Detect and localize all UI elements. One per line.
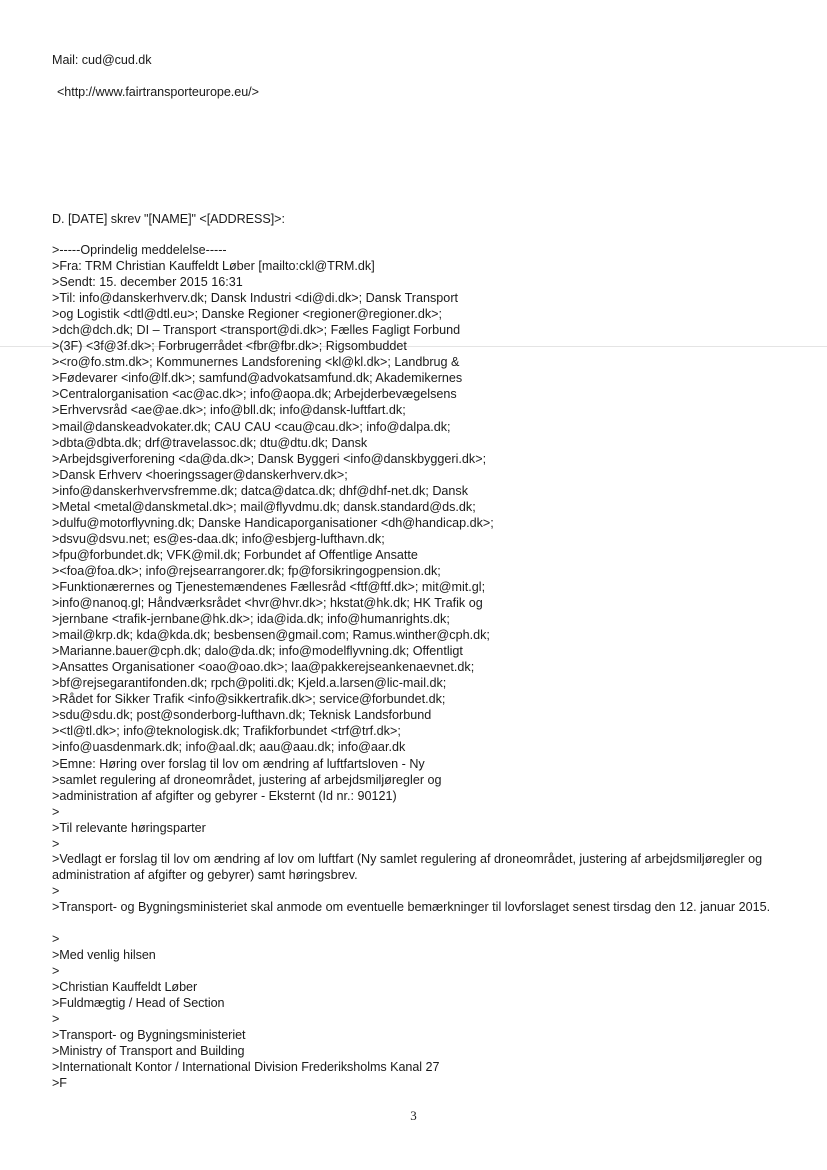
signature-ministry-en: >Ministry of Transport and Building	[52, 1044, 245, 1058]
quoted-line: >	[52, 836, 60, 851]
quoted-line: >Arbejdsgiverforening <da@da.dk>; Dansk Byggeri <info@danskbyggeri.dk>;	[52, 451, 487, 466]
closing-line: >	[52, 1012, 60, 1026]
quoted-line: >Ansattes Organisationer <oao@oao.dk>; laa@pakkerejseankenaevnet.dk;	[52, 660, 475, 675]
quoted-line: >-----Oprindelig meddelelse-----	[52, 243, 227, 257]
closing-line: >	[52, 932, 60, 946]
url-line: <http://www.fairtransporteurope.eu/>	[57, 85, 259, 99]
mail-line: Mail: cud@cud.dk	[52, 53, 152, 67]
quoted-line: >(3F) <3f@3f.dk>; Forbrugerrådet <fbr@fbr.dk>; Rigsombuddet	[52, 339, 407, 354]
quoted-line: >dsvu@dsvu.net; es@es-daa.dk; info@esbjerg-lufthavn.dk;	[52, 531, 385, 546]
quoted-line: >info@danskerhvervsfremme.dk; datca@datca.dk; dhf@dhf-net.dk; Dansk	[52, 483, 469, 498]
quoted-line: >info@nanoq.gl; Håndværksrådet <hvr@hvr.dk>; hkstat@hk.dk; HK Trafik og	[52, 596, 483, 611]
quoted-line: >mail@danskeadvokater.dk; CAU CAU <cau@cau.dk>; info@dalpa.dk;	[52, 419, 451, 434]
quoted-line: >Sendt: 15. december 2015 16:31	[52, 275, 243, 290]
quoted-line: >info@uasdenmark.dk; info@aal.dk; aau@aau.dk; info@aar.dk	[52, 740, 406, 755]
quoted-line: >jernbane <trafik-jernbane@hk.dk>; ida@ida.dk; info@humanrights.dk;	[52, 612, 450, 627]
closing-greeting: >Med venlig hilsen	[52, 948, 156, 962]
closing-line: >	[52, 964, 60, 978]
closing-line: >F	[52, 1076, 67, 1090]
quoted-line: >Funktionærernes og Tjenestemændenes Fællesråd <ftf@ftf.dk>; mit@mit.gl;	[52, 579, 486, 594]
body-paragraph-attachment: >Vedlagt er forslag til lov om ændring af lov om luftfart (Ny samlet regulering af droneområdet, justering af arbejdsmiljøregler og administration af afgifter og gebyrer) samt høringsbrev.	[52, 852, 763, 882]
quoted-line: >Til: info@danskerhverv.dk; Dansk Industri <di@di.dk>; Dansk Transport	[52, 291, 459, 306]
quoted-line: >	[52, 804, 60, 819]
body-paragraph-deadline: >Transport- og Bygningsministeriet skal anmode om eventuelle bemærkninger til lovforslaget senest tirsdag den 12. januar 2015.	[52, 900, 771, 914]
quoted-line: >dbta@dbta.dk; drf@travelassoc.dk; dtu@dtu.dk; Dansk	[52, 435, 368, 450]
quoted-line: >Fødevarer <info@lf.dk>; samfund@advokatsamfund.dk; Akademikernes	[52, 371, 463, 386]
quoted-line: >Rådet for Sikker Trafik <info@sikkertrafik.dk>; service@forbundet.dk;	[52, 692, 446, 707]
quoted-line: >Metal <metal@danskmetal.dk>; mail@flyvdmu.dk; dansk.standard@ds.dk;	[52, 499, 476, 514]
quoted-line: >mail@krp.dk; kda@kda.dk; besbensen@gmail.com; Ramus.winther@cph.dk;	[52, 628, 490, 643]
signature-ministry-da: >Transport- og Bygningsministeriet	[52, 1028, 246, 1042]
quoted-line: >Til relevante høringsparter	[52, 820, 206, 835]
reply-intro: D. [DATE] skrev "[NAME]" <[ADDRESS]>:	[52, 212, 285, 226]
quoted-line: >bf@rejsegarantifonden.dk; rpch@politi.dk; Kjeld.a.larsen@lic-mail.dk;	[52, 676, 447, 691]
signature-address: >Internationalt Kontor / International Division Frederiksholms Kanal 27	[52, 1060, 440, 1074]
quoted-line: >Erhvervsråd <ae@ae.dk>; info@bll.dk; info@dansk-luftfart.dk;	[52, 403, 406, 418]
quoted-line: >administration af afgifter og gebyrer - Eksternt (Id nr.: 90121)	[52, 788, 397, 803]
signature-name: >Christian Kauffeldt Løber	[52, 980, 198, 994]
quoted-line: >Dansk Erhverv <hoeringssager@danskerhverv.dk>;	[52, 467, 348, 482]
quoted-line: >sdu@sdu.dk; post@sonderborg-lufthavn.dk; Teknisk Landsforbund	[52, 708, 432, 723]
quoted-line: ><ro@fo.stm.dk>; Kommunernes Landsforening <kl@kl.dk>; Landbrug &	[52, 355, 460, 370]
quoted-line: >Marianne.bauer@cph.dk; dalo@da.dk; info@modelflyvning.dk; Offentligt	[52, 644, 463, 659]
page-number: 3	[410, 1108, 417, 1123]
quoted-line: >Emne: Høring over forslag til lov om ændring af luftfartsloven - Ny	[52, 756, 425, 771]
quoted-line: >Fra: TRM Christian Kauffeldt Løber [mailto:ckl@TRM.dk]	[52, 259, 375, 274]
quoted-line: >samlet regulering af droneområdet, justering af arbejdsmiljøregler og	[52, 772, 442, 787]
signature-title: >Fuldmægtig / Head of Section	[52, 996, 225, 1010]
quoted-line: >dulfu@motorflyvning.dk; Danske Handicaporganisationer <dh@handicap.dk>;	[52, 515, 494, 530]
separator-line: >	[52, 884, 60, 898]
quoted-line: >og Logistik <dtl@dtl.eu>; Danske Regioner <regioner@regioner.dk>;	[52, 307, 442, 322]
quoted-header-block	[52, 242, 792, 852]
quoted-line: ><tl@tl.dk>; info@teknologisk.dk; Trafikforbundet <trf@trf.dk>;	[52, 724, 401, 739]
quoted-line: ><foa@foa.dk>; info@rejsearrangorer.dk; fp@forsikringogpension.dk;	[52, 563, 441, 578]
quoted-line: >fpu@forbundet.dk; VFK@mil.dk; Forbundet af Offentlige Ansatte	[52, 547, 418, 562]
quoted-line: >dch@dch.dk; DI – Transport <transport@di.dk>; Fælles Fagligt Forbund	[52, 323, 461, 338]
quoted-line: >Centralorganisation <ac@ac.dk>; info@aopa.dk; Arbejderbevægelsens	[52, 387, 457, 402]
